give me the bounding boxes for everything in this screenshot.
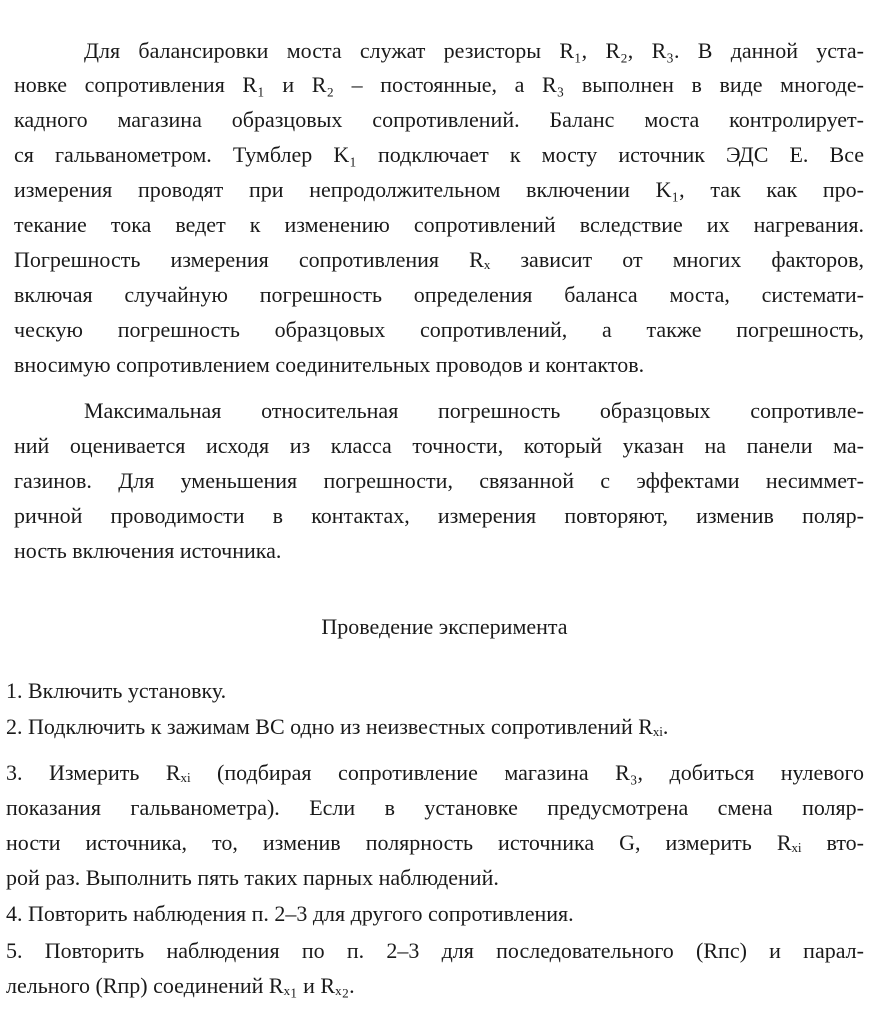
text-line: новке сопротивления R₁ и R₂ – постоянные, а R₃ выполнен в виде многоде- [14, 72, 864, 97]
text-line: ся гальванометром. Тумблер K₁ подключает к мосту источник ЭДС E. Все [14, 142, 864, 167]
text-line: Погрешность измерения сопротивления Rₓ зависит от многих факторов, [14, 247, 864, 272]
text-line: ческую погрешность образцовых сопротивлений, а также погрешность, [14, 317, 864, 342]
text-line: текание тока ведет к изменению сопротивлений вследствие их нагревания. [14, 212, 864, 237]
text-line: газинов. Для уменьшения погрешности, связанной с эффектами несиммет- [14, 468, 864, 493]
list-item: 4. Повторить наблюдения п. 2–3 для другого сопротивления. [6, 901, 574, 926]
text-line: кадного магазина образцовых сопротивлений. Баланс моста контролирует- [14, 107, 864, 132]
list-item: ности источника, то, изменив полярность источника G, измерить Rₓᵢ вто- [6, 830, 864, 855]
text-line: ричной проводимости в контактах, измерения повторяют, изменив поляр- [14, 503, 864, 528]
section-heading: Проведение эксперимента [321, 614, 568, 639]
list-item: 1. Включить установку. [6, 678, 227, 703]
text-line: измерения проводят при непродолжительном включении K₁, так как про- [14, 177, 864, 202]
list-item: лельного (Rпр) соединений Rₓ₁ и Rₓ₂. [6, 973, 355, 998]
list-item: 3. Измерить Rₓᵢ (подбирая сопротивление магазина R₃, добиться нулевого [6, 760, 864, 785]
list-item: 2. Подключить к зажимам BC одно из неизвестных сопротивлений Rₓᵢ. [6, 714, 669, 739]
text-line: Для балансировки моста служат резисторы R₁, R₂, R₃. В данной уста- [84, 38, 864, 63]
list-item: рой раз. Выполнить пять таких парных наблюдений. [6, 865, 499, 890]
list-item: показания гальванометра). Если в установке предусмотрена смена поляр- [6, 795, 864, 820]
text-line: ность включения источника. [14, 538, 282, 563]
text-line: включая случайную погрешность определения баланса моста, системати- [14, 282, 864, 307]
text-line: вносимую сопротивлением соединительных проводов и контактов. [14, 352, 645, 377]
list-item: 5. Повторить наблюдения по п. 2–3 для последовательного (Rпс) и парал- [6, 938, 864, 963]
text-line: ний оценивается исходя из класса точности, который указан на панели ма- [14, 433, 864, 458]
text-line: Максимальная относительная погрешность образцовых сопротивле- [84, 398, 864, 423]
